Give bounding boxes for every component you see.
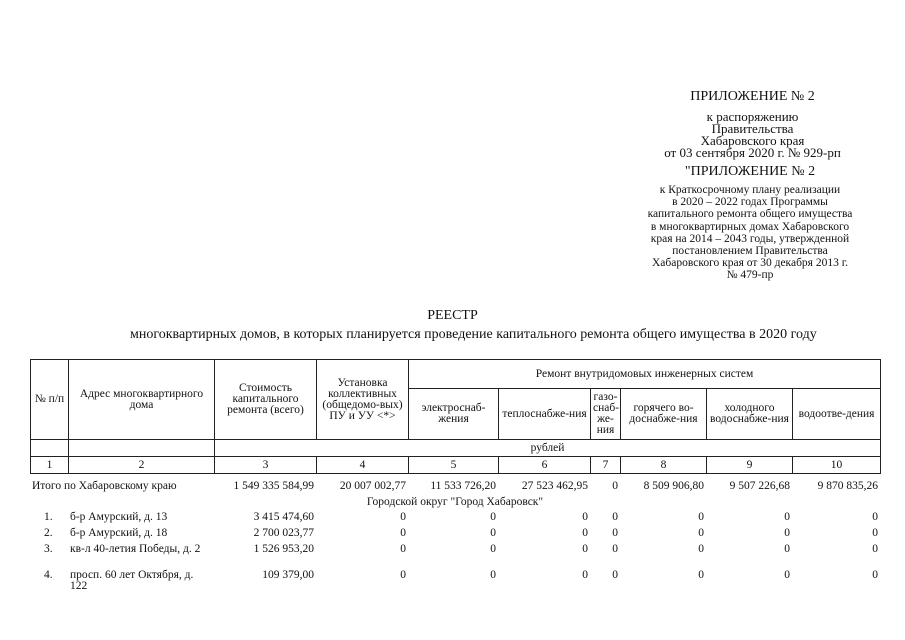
appendix-reference-line: в 2020 – 2022 годах Программы	[672, 196, 828, 209]
registry-data-table	[30, 481, 880, 594]
appendix-reference-line: Хабаровского края от 30 декабря 2013 г.	[651, 257, 849, 270]
col-header-electric: электроснаб-жения	[409, 389, 499, 440]
table-row	[30, 570, 880, 594]
column-number: 4	[317, 457, 409, 474]
col-header-cold-water: холодного водоснабже-ния	[707, 389, 793, 440]
row-num: 3.	[44, 543, 53, 555]
row-value: 109 379,00	[262, 569, 315, 581]
table-row	[30, 528, 880, 544]
appendix-reference-heading: "ПРИЛОЖЕНИЕ № 2	[684, 164, 816, 179]
column-number: 7	[591, 457, 621, 474]
total-value: 20 007 002,77	[339, 480, 407, 492]
col-header-systems-group: Ремонт внутридомовых инженерных систем	[409, 360, 881, 389]
column-number: 9	[707, 457, 793, 474]
table-row	[30, 512, 880, 528]
registry-header-table	[30, 359, 881, 474]
col-header-gas: газо-снаб-же-ния	[591, 389, 621, 440]
column-number: 2	[69, 457, 215, 474]
row-value: 0	[698, 569, 705, 581]
row-value: 0	[698, 511, 705, 523]
row-value: 0	[582, 569, 589, 581]
row-value: 0	[582, 511, 589, 523]
row-value: 0	[872, 527, 879, 539]
row-address: б-р Амурский, д. 13	[70, 511, 168, 523]
row-value: 0	[872, 543, 879, 555]
col-header-num: № п/п	[31, 360, 69, 440]
row-value: 0	[784, 511, 791, 523]
row-value: 0	[784, 543, 791, 555]
district-label: Городской округ "Город Хабаровск"	[366, 496, 544, 508]
total-value: 9 870 835,26	[817, 480, 879, 492]
district-row	[30, 497, 880, 512]
col-header-meters: Установка коллективных (общедомо-вых) ПУ и УУ <*>	[317, 360, 409, 440]
column-number: 5	[409, 457, 499, 474]
row-num: 1.	[44, 511, 53, 523]
row-value: 0	[784, 527, 791, 539]
row-value: 0	[582, 527, 589, 539]
register-subtitle: многоквартирных домов, в которых планируется проведение капитального ремонта общего имущества в 2020 году	[130, 327, 817, 342]
column-number: 8	[621, 457, 707, 474]
total-value: 0	[612, 480, 619, 492]
row-value: 0	[400, 527, 407, 539]
row-value: 0	[490, 511, 497, 523]
appendix-reference-line: края на 2014 – 2043 годы, утвержденной	[650, 232, 850, 245]
row-value: 0	[612, 511, 619, 523]
total-label: Итого по Хабаровскому краю	[32, 480, 177, 492]
column-number: 3	[215, 457, 317, 474]
row-value: 0	[698, 527, 705, 539]
col-header-drainage: водоотве-дения	[793, 389, 881, 440]
appendix-header	[640, 91, 865, 159]
column-number: 6	[499, 457, 591, 474]
row-value: 0	[698, 543, 705, 555]
col-header-hot-water: горячего во-доснабже-ния	[621, 389, 707, 440]
appendix-reference-line: № 479-пр	[726, 269, 774, 282]
appendix-line: к распоряжению	[706, 109, 799, 124]
appendix-reference-line: постановлением Правительства	[672, 245, 828, 258]
table-row	[30, 544, 880, 570]
row-value: 0	[612, 569, 619, 581]
appendix-heading: ПРИЛОЖЕНИЕ № 2	[690, 89, 815, 104]
row-value: 0	[490, 569, 497, 581]
col-header-spacer	[69, 440, 215, 457]
appendix-reference-line: к Краткосрочному плану реализации	[659, 184, 841, 196]
total-value: 1 549 335 584,99	[233, 480, 315, 492]
row-value: 0	[490, 527, 497, 539]
row-value: 3 415 474,60	[253, 511, 315, 523]
row-num: 4.	[44, 569, 53, 581]
row-value: 0	[872, 511, 879, 523]
col-header-cost: Стоимость капитального ремонта (всего)	[215, 360, 317, 440]
total-value: 9 507 226,68	[729, 480, 791, 492]
row-value: 0	[490, 543, 497, 555]
column-number: 1	[31, 457, 69, 474]
col-header-spacer	[31, 440, 69, 457]
appendix-line: Хабаровского края	[700, 133, 805, 148]
appendix-reference-line: капитального ремонта общего имущества	[647, 208, 853, 221]
col-header-heat: теплоснабже-ния	[499, 389, 591, 440]
total-value: 8 509 906,80	[643, 480, 705, 492]
row-value: 0	[582, 543, 589, 555]
total-value: 27 523 462,95	[521, 480, 589, 492]
row-value: 0	[872, 569, 879, 581]
row-value: 0	[784, 569, 791, 581]
col-header-unit: рублей	[215, 440, 881, 457]
appendix-line: Правительства	[711, 121, 794, 136]
row-address: кв-л 40-летия Победы, д. 2	[70, 543, 201, 555]
row-value: 2 700 023,77	[253, 527, 315, 539]
row-value: 1 526 953,20	[253, 543, 315, 555]
row-num: 2.	[44, 527, 53, 539]
row-address: б-р Амурский, д. 18	[70, 527, 168, 539]
column-number: 10	[793, 457, 881, 474]
total-value: 11 533 726,20	[430, 480, 497, 492]
appendix-reference	[625, 166, 875, 282]
row-value: 0	[400, 543, 407, 555]
appendix-reference-line: в многоквартирных домах Хабаровского	[650, 220, 850, 233]
total-row	[30, 481, 880, 497]
row-value: 0	[400, 511, 407, 523]
register-title: РЕЕСТР	[427, 308, 478, 323]
appendix-line: от 03 сентября 2020 г. № 929-рп	[664, 145, 841, 160]
row-address: просп. 60 лет Октября, д. 122	[70, 569, 194, 592]
row-value: 0	[400, 569, 407, 581]
col-header-address: Адрес многоквартирного дома	[69, 360, 215, 440]
row-value: 0	[612, 543, 619, 555]
row-value: 0	[612, 527, 619, 539]
